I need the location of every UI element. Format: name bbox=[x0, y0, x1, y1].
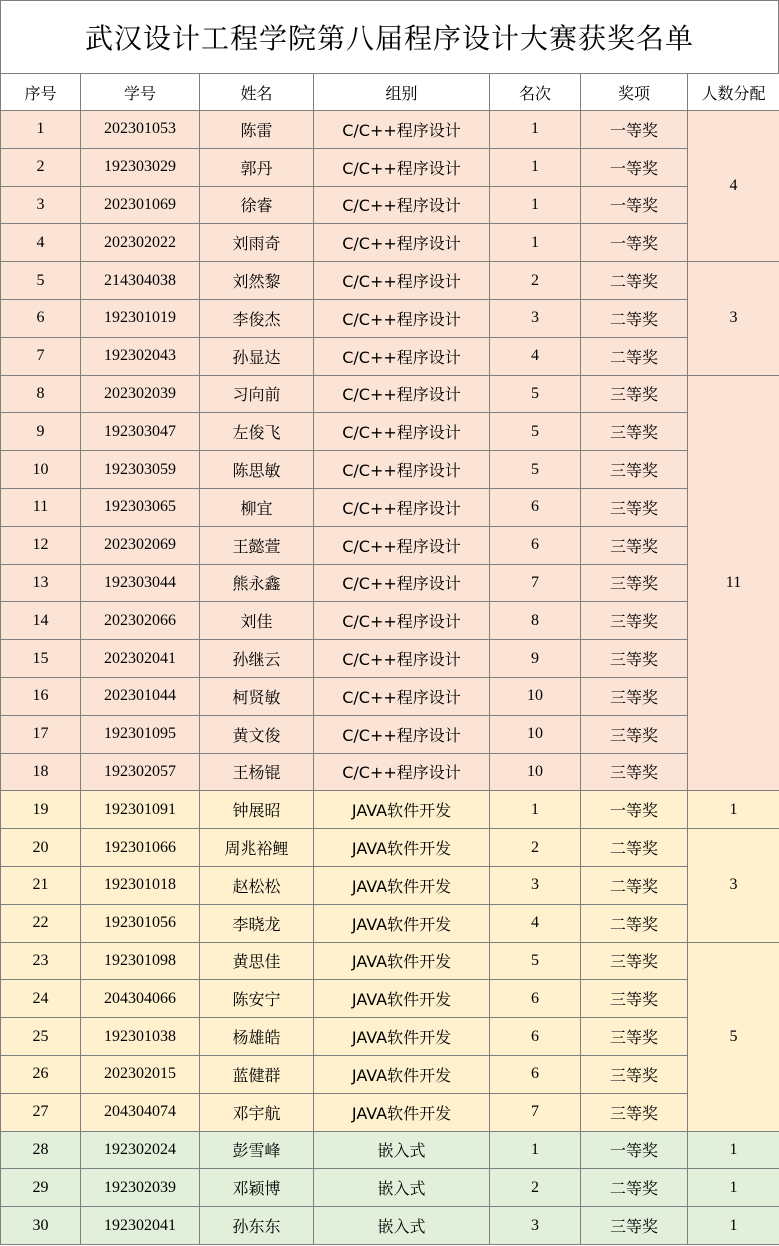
cell-award: 三等奖 bbox=[581, 715, 688, 753]
cell-group: 嵌入式 bbox=[314, 1207, 490, 1245]
cell-name: 彭雪峰 bbox=[200, 1131, 314, 1169]
cell-student-id: 192302024 bbox=[81, 1131, 200, 1169]
cell-seq: 22 bbox=[1, 904, 81, 942]
cell-seq: 21 bbox=[1, 866, 81, 904]
table-row bbox=[1, 753, 779, 791]
cell-student-id: 192302043 bbox=[81, 337, 200, 375]
cell-name: 孙继云 bbox=[200, 640, 314, 678]
cell-student-id: 202301044 bbox=[81, 677, 200, 715]
cell-rank: 1 bbox=[490, 148, 581, 186]
cell-rank: 5 bbox=[490, 413, 581, 451]
cell-group: 嵌入式 bbox=[314, 1169, 490, 1207]
cell-student-id: 202302041 bbox=[81, 640, 200, 678]
cell-student-id: 192301098 bbox=[81, 942, 200, 980]
cell-name: 蓝健群 bbox=[200, 1055, 314, 1093]
cell-award: 三等奖 bbox=[581, 1055, 688, 1093]
cell-name: 习向前 bbox=[200, 375, 314, 413]
cell-rank: 6 bbox=[490, 526, 581, 564]
cell-rank: 10 bbox=[490, 677, 581, 715]
cell-student-id: 192301018 bbox=[81, 866, 200, 904]
table-row bbox=[1, 677, 779, 715]
cell-award: 三等奖 bbox=[581, 1207, 688, 1245]
cell-rank: 5 bbox=[490, 942, 581, 980]
cell-name: 孙东东 bbox=[200, 1207, 314, 1245]
cell-seq: 2 bbox=[1, 148, 81, 186]
cell-seq: 7 bbox=[1, 337, 81, 375]
cell-seq: 3 bbox=[1, 186, 81, 224]
cell-award: 一等奖 bbox=[581, 791, 688, 829]
cell-rank: 6 bbox=[490, 980, 581, 1018]
cell-student-id: 192303047 bbox=[81, 413, 200, 451]
cell-allocation: 11 bbox=[688, 375, 779, 791]
cell-rank: 10 bbox=[490, 753, 581, 791]
cell-rank: 4 bbox=[490, 337, 581, 375]
cell-student-id: 192301019 bbox=[81, 299, 200, 337]
cell-award: 三等奖 bbox=[581, 451, 688, 489]
cell-student-id: 202302015 bbox=[81, 1055, 200, 1093]
table-row bbox=[1, 1018, 779, 1056]
cell-seq: 14 bbox=[1, 602, 81, 640]
cell-group: C/C++程序设计 bbox=[314, 526, 490, 564]
cell-award: 三等奖 bbox=[581, 1093, 688, 1131]
cell-student-id: 202302066 bbox=[81, 602, 200, 640]
cell-allocation: 1 bbox=[688, 791, 779, 829]
cell-award: 二等奖 bbox=[581, 829, 688, 867]
table-body bbox=[1, 111, 779, 1245]
cell-group: C/C++程序设计 bbox=[314, 640, 490, 678]
cell-allocation: 5 bbox=[688, 942, 779, 1131]
cell-seq: 26 bbox=[1, 1055, 81, 1093]
cell-award: 二等奖 bbox=[581, 1169, 688, 1207]
table-row bbox=[1, 715, 779, 753]
cell-student-id: 214304038 bbox=[81, 262, 200, 300]
cell-group: C/C++程序设计 bbox=[314, 337, 490, 375]
cell-seq: 25 bbox=[1, 1018, 81, 1056]
cell-group: C/C++程序设计 bbox=[314, 451, 490, 489]
cell-name: 刘佳 bbox=[200, 602, 314, 640]
cell-rank: 6 bbox=[490, 1055, 581, 1093]
cell-rank: 6 bbox=[490, 488, 581, 526]
cell-award: 一等奖 bbox=[581, 1131, 688, 1169]
page-title: 武汉设计工程学院第八届程序设计大赛获奖名单 bbox=[0, 0, 779, 73]
cell-rank: 9 bbox=[490, 640, 581, 678]
cell-seq: 27 bbox=[1, 1093, 81, 1131]
header-allocation: 人数分配 bbox=[688, 74, 779, 111]
cell-allocation: 1 bbox=[688, 1169, 779, 1207]
cell-seq: 19 bbox=[1, 791, 81, 829]
table-row bbox=[1, 111, 779, 149]
cell-name: 刘然黎 bbox=[200, 262, 314, 300]
cell-award: 三等奖 bbox=[581, 375, 688, 413]
table-row bbox=[1, 488, 779, 526]
cell-name: 黄思佳 bbox=[200, 942, 314, 980]
cell-seq: 9 bbox=[1, 413, 81, 451]
cell-rank: 10 bbox=[490, 715, 581, 753]
cell-student-id: 192302041 bbox=[81, 1207, 200, 1245]
cell-rank: 5 bbox=[490, 451, 581, 489]
cell-award: 三等奖 bbox=[581, 753, 688, 791]
cell-award: 二等奖 bbox=[581, 262, 688, 300]
cell-seq: 23 bbox=[1, 942, 81, 980]
cell-name: 邓宇航 bbox=[200, 1093, 314, 1131]
cell-student-id: 192303029 bbox=[81, 148, 200, 186]
cell-group: JAVA软件开发 bbox=[314, 980, 490, 1018]
cell-rank: 4 bbox=[490, 904, 581, 942]
table-row bbox=[1, 942, 779, 980]
cell-seq: 15 bbox=[1, 640, 81, 678]
cell-student-id: 204304066 bbox=[81, 980, 200, 1018]
cell-group: C/C++程序设计 bbox=[314, 715, 490, 753]
header-seq: 序号 bbox=[1, 74, 81, 111]
cell-name: 陈安宁 bbox=[200, 980, 314, 1018]
cell-name: 李晓龙 bbox=[200, 904, 314, 942]
cell-student-id: 202302069 bbox=[81, 526, 200, 564]
cell-seq: 8 bbox=[1, 375, 81, 413]
cell-group: 嵌入式 bbox=[314, 1131, 490, 1169]
cell-allocation: 1 bbox=[688, 1131, 779, 1169]
table-row bbox=[1, 980, 779, 1018]
cell-seq: 28 bbox=[1, 1131, 81, 1169]
cell-seq: 12 bbox=[1, 526, 81, 564]
cell-name: 赵松松 bbox=[200, 866, 314, 904]
cell-group: JAVA软件开发 bbox=[314, 1018, 490, 1056]
cell-group: C/C++程序设计 bbox=[314, 375, 490, 413]
cell-name: 孙显达 bbox=[200, 337, 314, 375]
cell-rank: 1 bbox=[490, 186, 581, 224]
cell-award: 一等奖 bbox=[581, 148, 688, 186]
cell-student-id: 192302057 bbox=[81, 753, 200, 791]
cell-group: JAVA软件开发 bbox=[314, 791, 490, 829]
table-row bbox=[1, 262, 779, 300]
table-row bbox=[1, 1169, 779, 1207]
table-row bbox=[1, 148, 779, 186]
cell-rank: 1 bbox=[490, 791, 581, 829]
cell-name: 王懿萱 bbox=[200, 526, 314, 564]
cell-rank: 8 bbox=[490, 602, 581, 640]
cell-group: C/C++程序设计 bbox=[314, 753, 490, 791]
cell-group: C/C++程序设计 bbox=[314, 299, 490, 337]
cell-group: JAVA软件开发 bbox=[314, 942, 490, 980]
table-row bbox=[1, 1055, 779, 1093]
cell-group: JAVA软件开发 bbox=[314, 904, 490, 942]
cell-seq: 10 bbox=[1, 451, 81, 489]
cell-student-id: 202302022 bbox=[81, 224, 200, 262]
cell-award: 三等奖 bbox=[581, 640, 688, 678]
table-row bbox=[1, 413, 779, 451]
cell-rank: 1 bbox=[490, 111, 581, 149]
cell-award: 二等奖 bbox=[581, 866, 688, 904]
cell-group: C/C++程序设计 bbox=[314, 186, 490, 224]
cell-group: C/C++程序设计 bbox=[314, 413, 490, 451]
table-row bbox=[1, 337, 779, 375]
cell-name: 陈思敏 bbox=[200, 451, 314, 489]
cell-award: 三等奖 bbox=[581, 526, 688, 564]
cell-award: 三等奖 bbox=[581, 564, 688, 602]
cell-seq: 1 bbox=[1, 111, 81, 149]
table-row bbox=[1, 451, 779, 489]
cell-award: 三等奖 bbox=[581, 980, 688, 1018]
cell-name: 周兆裕鲤 bbox=[200, 829, 314, 867]
cell-name: 郭丹 bbox=[200, 148, 314, 186]
table-row bbox=[1, 829, 779, 867]
cell-student-id: 204304074 bbox=[81, 1093, 200, 1131]
cell-student-id: 192303044 bbox=[81, 564, 200, 602]
cell-rank: 2 bbox=[490, 829, 581, 867]
cell-name: 杨雄皓 bbox=[200, 1018, 314, 1056]
cell-award: 二等奖 bbox=[581, 904, 688, 942]
cell-seq: 4 bbox=[1, 224, 81, 262]
cell-seq: 24 bbox=[1, 980, 81, 1018]
cell-award: 三等奖 bbox=[581, 1018, 688, 1056]
table-row bbox=[1, 1207, 779, 1245]
header-group: 组别 bbox=[314, 74, 490, 111]
table-row bbox=[1, 791, 779, 829]
cell-award: 三等奖 bbox=[581, 942, 688, 980]
cell-group: JAVA软件开发 bbox=[314, 866, 490, 904]
cell-group: C/C++程序设计 bbox=[314, 224, 490, 262]
cell-name: 熊永鑫 bbox=[200, 564, 314, 602]
cell-seq: 11 bbox=[1, 488, 81, 526]
cell-seq: 17 bbox=[1, 715, 81, 753]
cell-name: 陈雷 bbox=[200, 111, 314, 149]
cell-student-id: 192301056 bbox=[81, 904, 200, 942]
cell-award: 三等奖 bbox=[581, 488, 688, 526]
cell-allocation: 3 bbox=[688, 262, 779, 375]
cell-rank: 3 bbox=[490, 299, 581, 337]
cell-seq: 6 bbox=[1, 299, 81, 337]
cell-seq: 5 bbox=[1, 262, 81, 300]
cell-group: JAVA软件开发 bbox=[314, 829, 490, 867]
cell-seq: 20 bbox=[1, 829, 81, 867]
award-table bbox=[0, 73, 779, 1245]
cell-seq: 29 bbox=[1, 1169, 81, 1207]
cell-name: 柯贤敏 bbox=[200, 677, 314, 715]
cell-award: 三等奖 bbox=[581, 413, 688, 451]
cell-rank: 1 bbox=[490, 1131, 581, 1169]
cell-group: JAVA软件开发 bbox=[314, 1055, 490, 1093]
cell-seq: 16 bbox=[1, 677, 81, 715]
cell-student-id: 192301066 bbox=[81, 829, 200, 867]
table-header-row bbox=[1, 74, 779, 111]
cell-student-id: 202301053 bbox=[81, 111, 200, 149]
cell-award: 一等奖 bbox=[581, 224, 688, 262]
table-row bbox=[1, 375, 779, 413]
cell-group: C/C++程序设计 bbox=[314, 148, 490, 186]
cell-group: C/C++程序设计 bbox=[314, 488, 490, 526]
cell-award: 二等奖 bbox=[581, 299, 688, 337]
cell-name: 徐睿 bbox=[200, 186, 314, 224]
table-row bbox=[1, 1131, 779, 1169]
cell-group: C/C++程序设计 bbox=[314, 564, 490, 602]
cell-rank: 3 bbox=[490, 1207, 581, 1245]
table-row bbox=[1, 299, 779, 337]
cell-name: 刘雨奇 bbox=[200, 224, 314, 262]
cell-rank: 1 bbox=[490, 224, 581, 262]
cell-student-id: 192301091 bbox=[81, 791, 200, 829]
cell-name: 左俊飞 bbox=[200, 413, 314, 451]
table-row bbox=[1, 564, 779, 602]
table-row bbox=[1, 186, 779, 224]
cell-student-id: 192301095 bbox=[81, 715, 200, 753]
table-row bbox=[1, 602, 779, 640]
cell-rank: 6 bbox=[490, 1018, 581, 1056]
header-name: 姓名 bbox=[200, 74, 314, 111]
cell-name: 王杨锟 bbox=[200, 753, 314, 791]
header-student-id: 学号 bbox=[81, 74, 200, 111]
cell-rank: 2 bbox=[490, 1169, 581, 1207]
table-row bbox=[1, 526, 779, 564]
cell-rank: 5 bbox=[490, 375, 581, 413]
cell-group: C/C++程序设计 bbox=[314, 111, 490, 149]
cell-student-id: 202302039 bbox=[81, 375, 200, 413]
cell-award: 一等奖 bbox=[581, 186, 688, 224]
table-row bbox=[1, 904, 779, 942]
cell-allocation: 3 bbox=[688, 829, 779, 942]
cell-rank: 7 bbox=[490, 564, 581, 602]
cell-award: 二等奖 bbox=[581, 337, 688, 375]
cell-group: C/C++程序设计 bbox=[314, 262, 490, 300]
cell-seq: 13 bbox=[1, 564, 81, 602]
cell-name: 黄文俊 bbox=[200, 715, 314, 753]
cell-name: 钟展昭 bbox=[200, 791, 314, 829]
cell-group: C/C++程序设计 bbox=[314, 602, 490, 640]
cell-name: 柳宜 bbox=[200, 488, 314, 526]
cell-student-id: 192301038 bbox=[81, 1018, 200, 1056]
table-row bbox=[1, 1093, 779, 1131]
table-row bbox=[1, 224, 779, 262]
cell-student-id: 192303059 bbox=[81, 451, 200, 489]
table-row bbox=[1, 866, 779, 904]
cell-seq: 18 bbox=[1, 753, 81, 791]
cell-group: C/C++程序设计 bbox=[314, 677, 490, 715]
cell-student-id: 192302039 bbox=[81, 1169, 200, 1207]
cell-rank: 3 bbox=[490, 866, 581, 904]
cell-award: 三等奖 bbox=[581, 677, 688, 715]
cell-name: 李俊杰 bbox=[200, 299, 314, 337]
cell-award: 一等奖 bbox=[581, 111, 688, 149]
table-row bbox=[1, 640, 779, 678]
header-award: 奖项 bbox=[581, 74, 688, 111]
header-rank: 名次 bbox=[490, 74, 581, 111]
cell-student-id: 202301069 bbox=[81, 186, 200, 224]
cell-name: 邓颖博 bbox=[200, 1169, 314, 1207]
cell-allocation: 1 bbox=[688, 1207, 779, 1245]
cell-student-id: 192303065 bbox=[81, 488, 200, 526]
cell-group: JAVA软件开发 bbox=[314, 1093, 490, 1131]
cell-rank: 7 bbox=[490, 1093, 581, 1131]
cell-allocation: 4 bbox=[688, 111, 779, 262]
cell-award: 三等奖 bbox=[581, 602, 688, 640]
cell-seq: 30 bbox=[1, 1207, 81, 1245]
cell-rank: 2 bbox=[490, 262, 581, 300]
